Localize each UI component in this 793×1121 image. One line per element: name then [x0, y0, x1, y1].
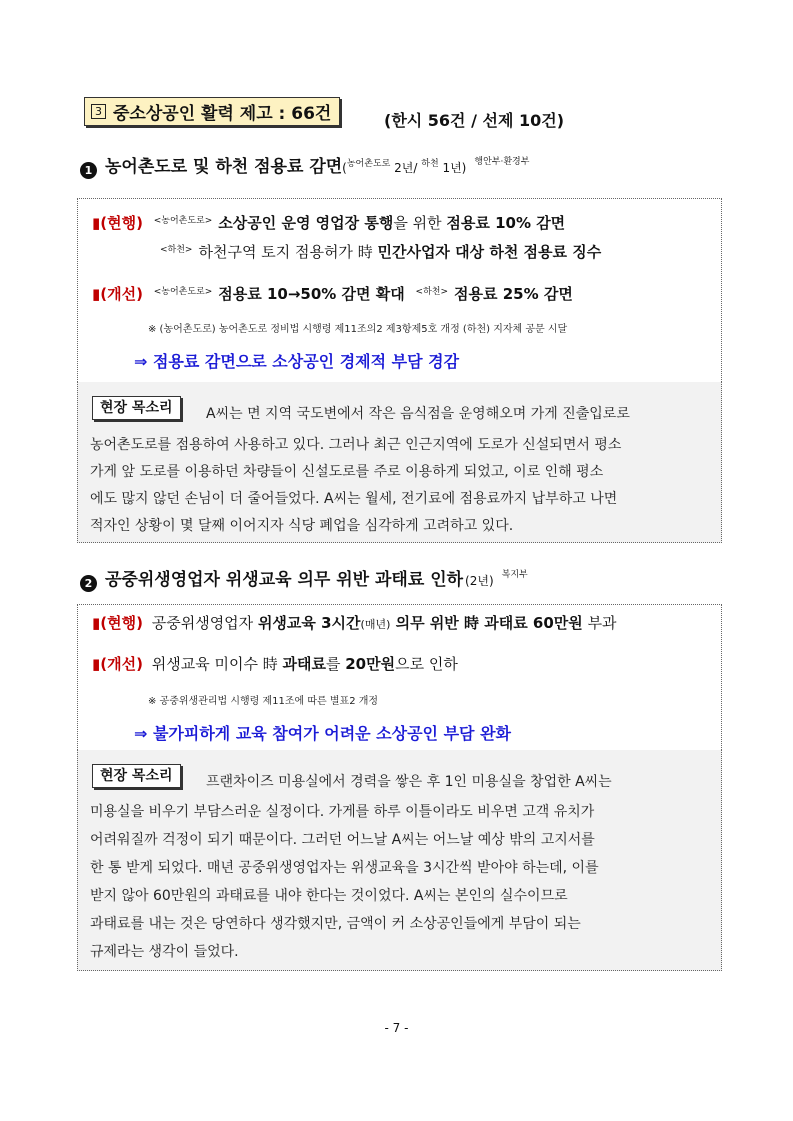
section-title-text: 중소상공인 활력 제고 : 66건 [113, 104, 332, 124]
item1-dept: 행안부·환경부 [474, 157, 530, 167]
voice-line: 에도 많지 않던 손님이 더 줄어들었다. A씨는 월세, 전기료에 점용료까지 납부하고 나면 [90, 491, 618, 507]
item2-improve-line: ▮(개선) 위생교육 미이수 時 과태료를 20만원으로 인하 [92, 655, 458, 673]
voice-line: 적자인 상황이 몇 달째 이어지자 식당 폐업을 심각하게 고려하고 있다. [90, 518, 514, 534]
improve-label: ▮(개선) [92, 285, 143, 303]
item2-bullet: 2 [80, 575, 97, 592]
item2-result: ⇒ 불가피하게 교육 참여가 어려운 소상공인 부담 완화 [134, 724, 511, 743]
section-subtitle: (한시 56건 / 선제 10건) [384, 111, 565, 130]
improve-label: ▮(개선) [92, 655, 143, 673]
voice-line: 미용실을 비우기 부담스러운 실정이다. 가게를 하루 이틀이라도 비우면 고객 유치가 [90, 804, 595, 820]
voice-line: 어려워질까 걱정이 되기 때문이다. 그러던 어느날 A씨는 어느날 예상 밖의 고지서를 [90, 832, 595, 848]
item1-improve-line: ▮(개선) $^{<농어촌도로>}$ 점용료 10→50% 감면 확대 $^{<하천>}$ 점용료 25% 감면 [92, 285, 573, 303]
item2-current-line: ▮(현행) 공중위생영업자 위생교육 3시간(매년) 의무 위반 時 과태료 60만원 부과 [92, 614, 617, 632]
section-number: 3 [91, 104, 106, 119]
item1-current-line1: ▮(현행) $^{<농어촌도로>}$ 소상공인 운영 영업장 통행을 위한 점용료 10% 감면 [92, 214, 566, 232]
item2-box [77, 604, 722, 752]
section-title [84, 97, 340, 126]
item1-voice-box [77, 382, 722, 543]
item2-title: 공중위생영업자 위생교육 의무 위반 과태료 인하 [105, 570, 464, 590]
item1-period: ($^{농어촌도로}$ 2년/ $^{하천}$ 1년) [342, 159, 467, 175]
item1-bullet: 1 [80, 162, 97, 179]
voice-line: 규제라는 생각이 들었다. [90, 944, 239, 960]
page-number: - 7 - [384, 1021, 409, 1035]
voice-line: 프랜차이즈 미용실에서 경력을 쌓은 후 1인 미용실을 창업한 A씨는 [206, 774, 612, 790]
voice-label: 현장 목소리 [92, 396, 181, 420]
voice-line: 농어촌도로를 점용하여 사용하고 있다. 그러나 최근 인근지역에 도로가 신설되면서 평소 [90, 437, 622, 453]
voice-line: A씨는 면 지역 국도변에서 작은 음식점을 운영해오며 가게 진출입로로 [206, 406, 630, 422]
item1-note: ※ (농어촌도로) 농어촌도로 정비법 시행령 제11조의2 제3항제5호 개정 (하천) 지자체 공문 시달 [148, 324, 568, 335]
voice-line: 가게 앞 도로를 이용하던 차량들이 신설도로를 주로 이용하게 되었고, 이로 인해 평소 [90, 464, 604, 480]
voice-line: 받지 않아 60만원의 과태료를 내야 한다는 것이었다. A씨는 본인의 실수이므로 [90, 888, 568, 904]
item2-note: ※ 공중위생관리법 시행령 제11조에 따른 별표2 개정 [148, 696, 379, 707]
voice-label: 현장 목소리 [92, 764, 181, 788]
item1-title: 농어촌도로 및 하천 점용료 감면 [105, 157, 343, 177]
item2-heading [80, 565, 528, 590]
item1-box [77, 198, 722, 384]
current-label: ▮(현행) [92, 214, 143, 232]
voice-line: 과태료를 내는 것은 당연하다 생각했지만, 금액이 커 소상공인들에게 부담이 되는 [90, 916, 581, 932]
item1-current-line2: $^{<하천>}$ 하천구역 토지 점용허가 時 민간사업자 대상 하천 점용료 징수 [160, 243, 602, 261]
item1-result: ⇒ 점용료 감면으로 소상공인 경제적 부담 경감 [134, 352, 460, 371]
current-label: ▮(현행) [92, 614, 143, 632]
voice-line: 한 통 받게 되었다. 매년 공중위생영업자는 위생교육을 3시간씩 받아야 하는데, 이를 [90, 860, 599, 876]
item2-period: (2년) [465, 574, 494, 588]
item2-dept: 복지부 [501, 570, 528, 580]
item2-voice-box [77, 750, 722, 971]
item1-heading [80, 152, 529, 177]
